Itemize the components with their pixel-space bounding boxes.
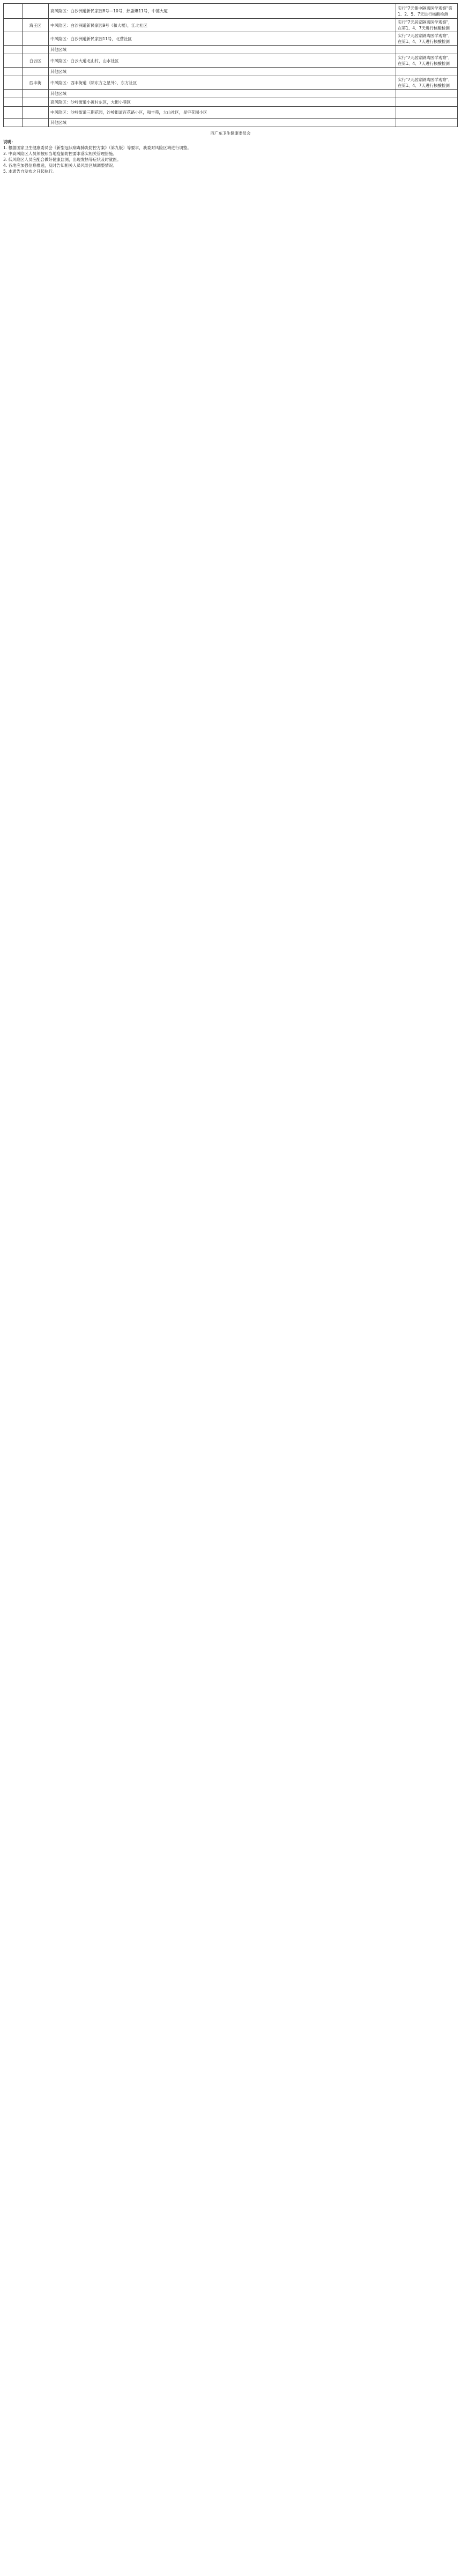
district-cell	[23, 4, 49, 19]
city-cell	[4, 19, 23, 32]
measure-cell: 实行"7天居家隔离医学观察"，在第1、4、7天进行核酸检测	[396, 54, 458, 68]
city-cell	[4, 32, 23, 46]
risk-area-table	[3, 3, 458, 127]
table-row	[4, 98, 458, 107]
area-cell: 中风险区：沙岭街道三期花园，沙岭街道百花路小区，和丰苑，大山社区，星宇花园小区	[49, 107, 396, 119]
measure-cell	[396, 46, 458, 54]
notes-title: 说明：	[3, 139, 16, 144]
table-row	[4, 46, 458, 54]
city-cell	[4, 90, 23, 98]
table-row	[4, 90, 458, 98]
city-cell	[4, 76, 23, 90]
area-cell: 中风险区：白沙洲道新民家园11号，北营社区	[49, 32, 396, 46]
measure-cell: 实行"7天居家隔离医学观察"，在第1、4、7天进行核酸检测	[396, 76, 458, 90]
measure-cell	[396, 98, 458, 107]
district-cell	[23, 90, 49, 98]
note-line: 3. 低风险区人员应配合做好健康监测，出现发热等症状及时就医。	[3, 157, 121, 162]
district-cell	[23, 119, 49, 127]
table-row	[4, 19, 458, 32]
city-cell	[4, 54, 23, 68]
measure-cell	[396, 119, 458, 127]
measure-cell	[396, 90, 458, 98]
area-cell: 中风险区：西丰街道（除东方之星外），东方社区	[49, 76, 396, 90]
measure-cell	[396, 68, 458, 76]
note-line: 2. 中高风险区人员须按照当地疫情防控要求落实相关管理措施。	[3, 151, 117, 156]
area-cell: 其他区域	[49, 68, 396, 76]
table-row	[4, 68, 458, 76]
area-cell: 中风险区：白沙洲道新民家园9号（和大楼），江北社区	[49, 19, 396, 32]
district-cell	[23, 46, 49, 54]
city-cell	[4, 46, 23, 54]
city-cell	[4, 4, 23, 19]
district-cell	[23, 107, 49, 119]
city-cell	[4, 98, 23, 107]
city-cell	[4, 107, 23, 119]
table-row	[4, 32, 458, 46]
city-cell	[4, 119, 23, 127]
table-row	[4, 76, 458, 90]
area-cell: 其他区域	[49, 119, 396, 127]
notes	[3, 139, 458, 174]
footer-text: 西广东卫生健康委员会	[210, 131, 251, 136]
note-line: 1. 根据国家卫生健康委员会《新型冠状病毒肺炎防控方案》（第九版）等要求，我委对风险区域进行调整。	[3, 145, 191, 150]
note-line: 4. 各地应加强信息推送，及时告知相关人员风险区域调整情况。	[3, 163, 117, 168]
table-row	[4, 107, 458, 119]
city-cell	[4, 68, 23, 76]
area-cell: 其他区域	[49, 46, 396, 54]
measure-cell: 实行"7天集中隔离医学观察"第1、2、5、7天进行核酸检测	[396, 4, 458, 19]
district-cell	[23, 68, 49, 76]
table-row	[4, 119, 458, 127]
district-cell: 西丰街	[23, 76, 49, 90]
area-cell: 其他区域	[49, 90, 396, 98]
district-cell	[23, 32, 49, 46]
measure-cell	[396, 107, 458, 119]
table-row	[4, 4, 458, 19]
note-line: 5. 本通告自发布之日起执行。	[3, 169, 57, 174]
district-cell: 海王区	[23, 19, 49, 32]
table-row	[4, 54, 458, 68]
district-cell	[23, 98, 49, 107]
district-cell: 白云区	[23, 54, 49, 68]
area-cell: 高风险区：白沙洲道新民家园8号—10号，热剧爆11号，中德大厦	[49, 4, 396, 19]
measure-cell: 实行"7天居家隔离医学观察"，在第1、4、7天进行核酸检测	[396, 19, 458, 32]
measure-cell: 实行"7天居家隔离医学观察"，在第1、4、7天进行核酸检测	[396, 32, 458, 46]
area-cell: 中风险区：白云大道北山村，山水社区	[49, 54, 396, 68]
area-cell: 高风险区：沙岭街道小黄村东区，大街小巷区	[49, 98, 396, 107]
